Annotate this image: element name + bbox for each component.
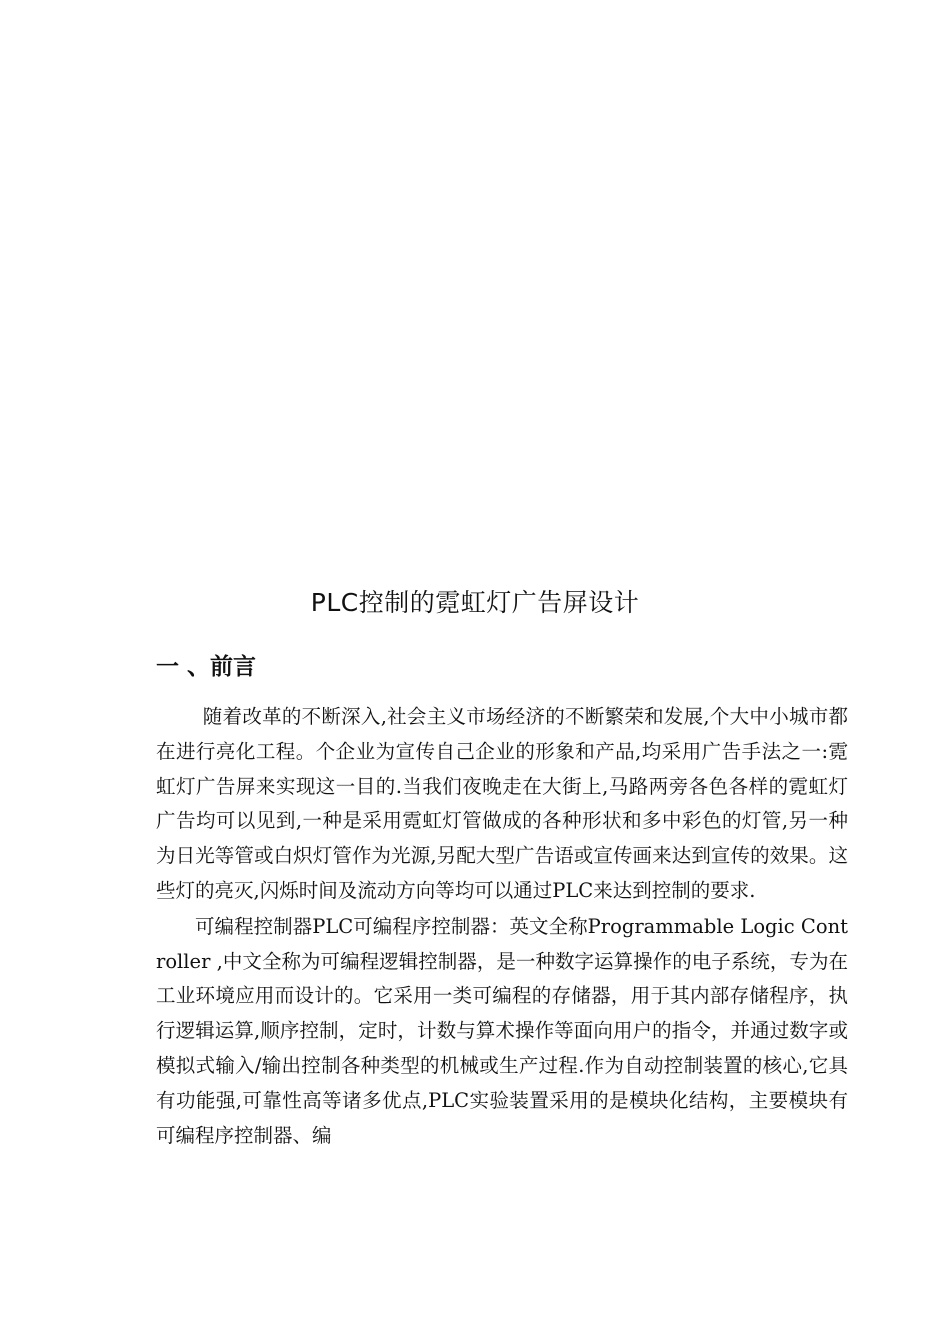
document-title: PLC控制的霓虹灯广告屏设计	[310, 588, 640, 617]
section-heading: 一 、前言	[156, 654, 257, 680]
paragraph-intro: 随着改革的不断深入,社会主义市场经济的不断繁荣和发展,个大中小城市都在进行亮化工程。个企业为宣传自己企业的形象和产品,均采用广告手法之一:霓虹灯广告屏来实现这一目的.当我们夜晚走在大街上,马路两旁各色各样的霓虹灯广告均可以见到,一种是采用霓虹灯管做成的各种形状和多中彩色的灯管,另一种为日光等管或白炽灯管作为光源,另配大型广告语或宣传画来达到宣传的效果。这些灯的亮灭,闪烁时间及流动方向等均可以通过PLC来达到控制的要求.	[156, 705, 848, 902]
paragraph-plc-definition: 可编程控制器PLC可编程序控制器：英文全称Programmable Logic Controller ,中文全称为可编程逻辑控制器，是一种数字运算操作的电子系统，专为在工业环境应用而设计的。它采用一类可编程的存储器，用于其内部存储程序，执行逻辑运算,顺序控制，定时，计数与算术操作等面向用户的指令，并通过数字或模拟式输入/输出控制各种类型的机械或生产过程.作为自动控制装置的核心,它具有功能强,可靠性高等诸多优点,PLC实验装置采用的是模块化结构，主要模块有可编程序控制器、编	[156, 914, 848, 1147]
body-text	[156, 700, 848, 1153]
